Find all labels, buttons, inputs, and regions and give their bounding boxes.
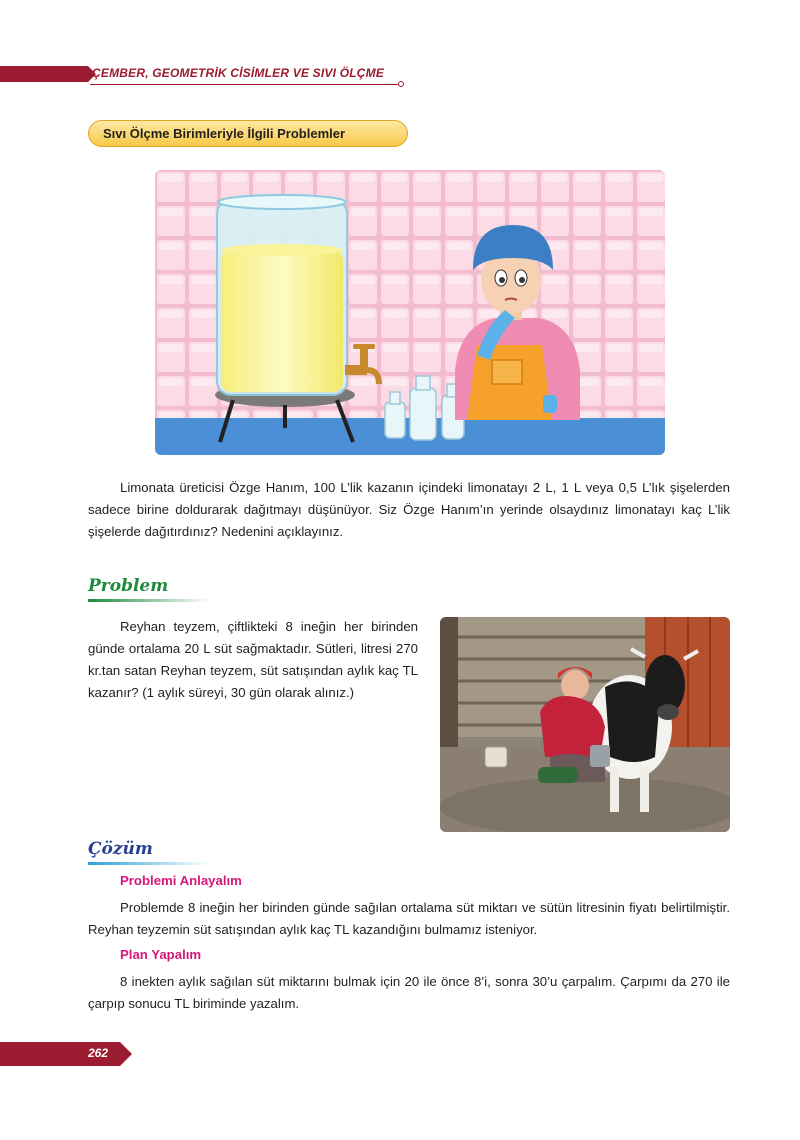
milking-photo (440, 617, 730, 832)
step2-text: 8 inekten aylık sağılan süt miktarını bulmak için 20 ile önce 8’i, sonra 30’u çarpalım. Çarpımı da 270 ile çarpıp sonucu TL biriminde yazalım. (88, 974, 730, 1011)
chapter-bar (0, 66, 88, 82)
chapter-underline (90, 84, 400, 85)
lemonade-illustration (155, 170, 665, 455)
chapter-title: ÇEMBER, GEOMETRİK CİSİMLER VE SIVI ÖLÇME (92, 66, 385, 80)
step2-title: Plan Yapalım (120, 947, 202, 962)
section-title: Sıvı Ölçme Birimleriyle İlgili Problemler (88, 120, 408, 147)
solution-heading-underline (88, 862, 210, 865)
problem-text: Reyhan teyzem, çiftlikteki 8 ineğin her birinden günde ortalama 20 L süt sağmaktadır. Sütleri, litresi 270 kr.tan satan Reyhan teyzem, süt satışından aylık kaç TL kazanır? (1 aylık süreyi, 30 gün olarak alınız.) (88, 619, 418, 700)
step1-title: Problemi Anlayalım (120, 873, 242, 888)
intro-paragraph: Limonata üreticisi Özge Hanım, 100 L’lik kazanın içindeki limonatayı 2 L, 1 L veya 0,5 L’lık şişelerden sadece birine doldurarak dağıtmayı düşünüyor. Siz Özge Hanım’ın yerinde olsaydınız limonatayı kaç L’lik şişelerde dağıtırdınız? Nedenini açıklayınız. (88, 480, 730, 539)
problem-heading: Problem (88, 576, 169, 596)
problem-heading-underline (88, 599, 210, 602)
page-number: 262 (88, 1046, 109, 1060)
step1-text: Problemde 8 ineğin her birinden günde sağılan ortalama süt miktarı ve sütün litresinin fiyatı belirtilmiştir. Reyhan teyzemin süt satışından aylık kaç TL kazandığını bulmamız isteniyor. (88, 900, 730, 937)
chapter-dot (398, 81, 404, 87)
solution-heading: Çözüm (88, 839, 153, 859)
